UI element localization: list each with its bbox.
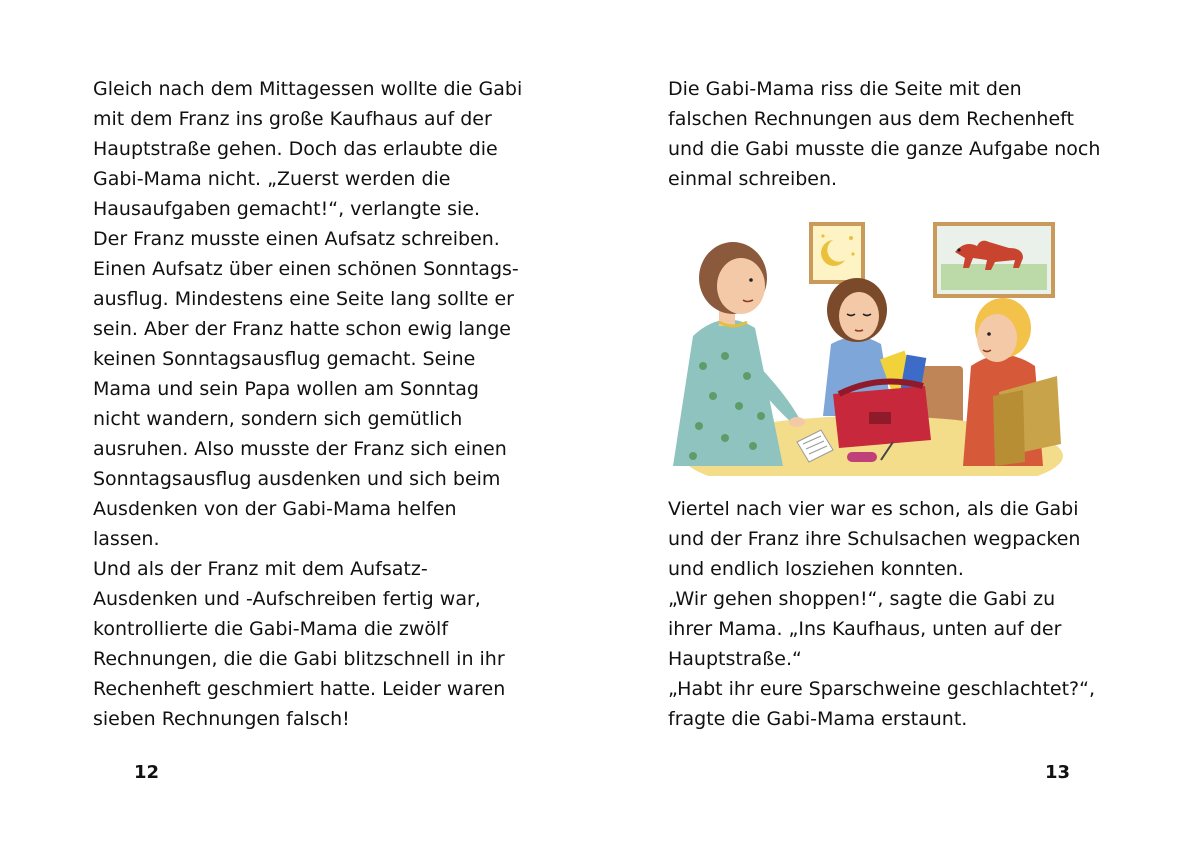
text-line: mit dem Franz ins große Kaufhaus auf der [93, 108, 492, 130]
right-page [600, 0, 1200, 851]
text-line: Mama und sein Papa wollen am Sonntag [93, 378, 479, 400]
text-line: sein. Aber der Franz hatte schon ewig lange [93, 318, 511, 340]
text-line: fragte die Gabi-Mama erstaunt. [668, 708, 968, 730]
text-line: Und als der Franz mit dem Aufsatz- [93, 558, 428, 580]
text-line: Hausaufgaben gemacht!“, verlangte sie. [93, 198, 481, 220]
text-line: Einen Aufsatz über einen schönen Sonntags- [93, 258, 519, 280]
text-line: Viertel nach vier war es schon, als die Gabi [668, 498, 1079, 520]
text-line: keinen Sonntagsausflug gemacht. Seine [93, 348, 476, 370]
text-line: Ausdenken und -Aufschreiben fertig war, [93, 588, 481, 610]
text-line: Die Gabi-Mama riss die Seite mit den [668, 78, 1022, 100]
classroom-illustration [663, 216, 1063, 476]
dog-picture [935, 224, 1053, 296]
text-line: und die Gabi musste die ganze Aufgabe noch [668, 138, 1101, 160]
text-line: Hauptstraße.“ [668, 648, 802, 670]
page-number: 13 [1045, 762, 1071, 783]
text-line: falschen Rechnungen aus dem Rechenheft [668, 108, 1074, 130]
text-line: Der Franz musste einen Aufsatz schreiben. [93, 228, 500, 250]
text-line: „Habt ihr eure Sparschweine geschlachtet?“, [668, 678, 1096, 700]
text-line: ihrer Mama. „Ins Kaufhaus, unten auf der [668, 618, 1062, 640]
text-line: nicht wandern, sondern sich gemütlich [93, 408, 463, 430]
school-bag [833, 382, 931, 449]
text-line: Hauptstraße gehen. Doch das erlaubte die [93, 138, 498, 160]
text-line: und endlich losziehen konnten. [668, 558, 964, 580]
text-line: kontrollierte die Gabi-Mama die zwölf [93, 618, 449, 640]
text-line: Rechnungen, die die Gabi blitzschnell in ihr [93, 648, 505, 670]
right-page-bottom-text [668, 494, 1095, 734]
text-line: lassen. [93, 528, 160, 550]
text-line: Gleich nach dem Mittagessen wollte die Gabi [93, 78, 523, 100]
text-line: Gabi-Mama nicht. „Zuerst werden die [93, 168, 451, 190]
left-page-text [93, 74, 522, 734]
text-line: sieben Rechnungen falsch! [93, 708, 350, 730]
text-line: Sonntagsausflug ausdenken und sich beim [93, 468, 501, 490]
right-page-top-text [668, 74, 1100, 194]
text-line: ausruhen. Also musste der Franz sich einen [93, 438, 507, 460]
text-line: ausflug. Mindestens eine Seite lang sollte er [93, 288, 514, 310]
text-line: „Wir gehen shoppen!“, sagte die Gabi zu [668, 588, 1056, 610]
page-number: 12 [134, 762, 160, 783]
moon-picture [811, 224, 863, 282]
text-line: einmal schreiben. [668, 168, 838, 190]
text-line: Ausdenken von der Gabi-Mama helfen [93, 498, 457, 520]
text-line: Rechenheft geschmiert hatte. Leider waren [93, 678, 506, 700]
text-line: und der Franz ihre Schulsachen wegpacken [668, 528, 1081, 550]
